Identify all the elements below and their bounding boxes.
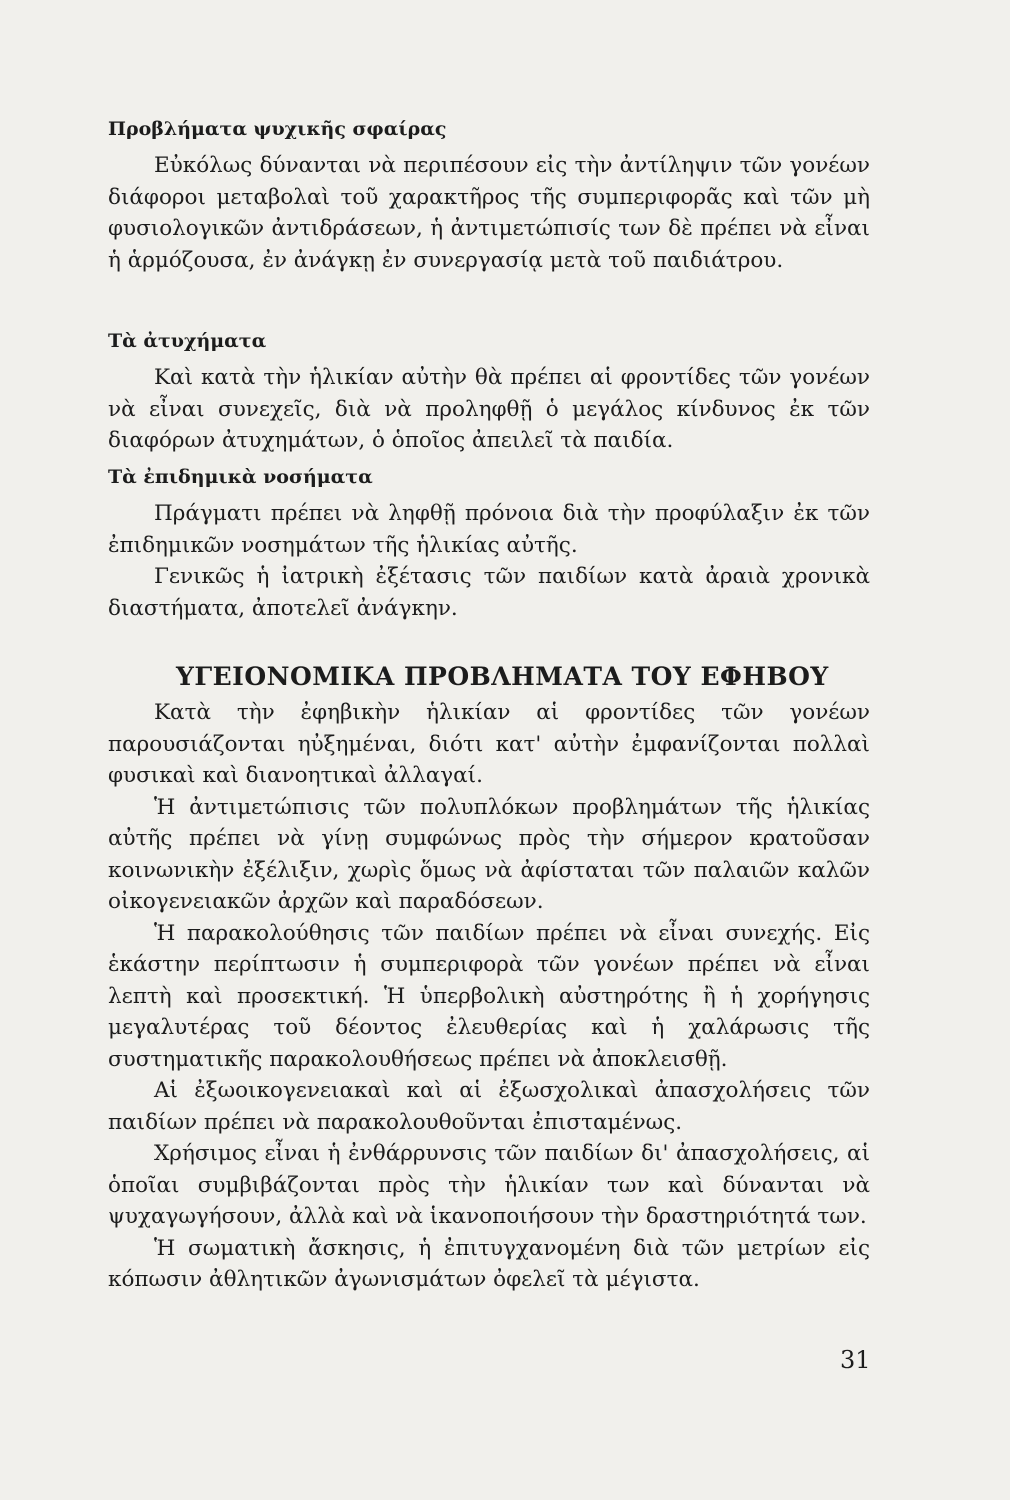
- paragraph: Εὐκόλως δύνανται νὰ περιπέσουν εἰς τὴν ἀντίληψιν τῶν γονέων διάφοροι μεταβολαὶ τοῦ χαρακτῆρος τῆς συμπεριφορᾶς καὶ τῶν μὴ φυσιολογικῶν ἀντιδράσεων, ἡ ἀντιμετώπισίς των δὲ πρέπει νὰ εἶναι ἡ ἁρμόζουσα, ἐν ἀνάγκῃ ἐν συνεργασίᾳ μετὰ τοῦ παιδιάτρου.: [108, 153, 870, 273]
- paragraph: Ἡ σωματικὴ ἄσκησις, ἡ ἐπιτυγχανομένη διὰ τῶν μετρίων εἰς κόπωσιν ἀθλητικῶν ἀγωνισμάτων ὀφελεῖ τὰ μέγιστα.: [108, 1235, 870, 1292]
- page-number: 31: [840, 1346, 871, 1374]
- paragraph: Χρήσιμος εἶναι ἡ ἐνθάρρυνσις τῶν παιδίων δι' ἀπασχολήσεις, αἱ ὁποῖαι συμβιβάζονται πρὸς τὴν ἡλικίαν των καὶ δύνανται νὰ ψυχαγωγήσουν, ἀλλὰ καὶ νὰ ἱκανοποιήσουν τὴν δραστηριότητά των.: [108, 1141, 870, 1229]
- section-heading: Τὰ ἐπιδημικὰ νοσήματα: [108, 466, 373, 488]
- paragraph: Καὶ κατὰ τὴν ἡλικίαν αὐτὴν θὰ πρέπει αἱ φροντίδες τῶν γονέων νὰ εἶναι συνεχεῖς, διὰ νὰ προληφθῇ ὁ μεγάλος κίνδυνος ἐκ τῶν διαφόρων ἀτυχημάτων, ὁ ὁποῖος ἀπειλεῖ τὰ παιδία.: [108, 365, 870, 453]
- main-body: [108, 697, 870, 1296]
- chapter-title: ΥΓΕΙΟΝΟΜΙΚΑ ΠΡΟΒΛΗΜΑΤΑ ΤΟΥ ΕΦΗΒΟΥ: [176, 662, 829, 691]
- section-epidemic: [108, 468, 870, 624]
- paragraph: Κατὰ τὴν ἐφηβικὴν ἡλικίαν αἱ φροντίδες τῶν γονέων παρουσιάζονται ηὐξημέναι, διότι κατ' αὐτὴν ἐμφανίζονται πολλαὶ φυσικαὶ καὶ διανοητικαὶ ἀλλαγαί.: [108, 700, 870, 788]
- section-accidents: [108, 332, 870, 457]
- paragraph: Πράγματι πρέπει νὰ ληφθῇ πρόνοια διὰ τὴν προφύλαξιν ἐκ τῶν ἐπιδημικῶν νοσημάτων τῆς ἡλικίας αὐτῆς.: [108, 501, 870, 558]
- section-psychic: [108, 120, 870, 276]
- paragraph: Ἡ παρακολούθησις τῶν παιδίων πρέπει νὰ εἶναι συνεχής. Εἰς ἑκάστην περίπτωσιν ἡ συμπεριφορὰ τῶν γονέων πρέπει νὰ εἶναι λεπτὴ καὶ προσεκτική. Ἡ ὑπερβολικὴ αὐστηρότης ἢ ἡ χορήγησις μεγαλυτέρας τοῦ δέοντος ἐλευθερίας καὶ ἡ χαλάρωσις τῆς συστηματικῆς παρακολουθήσεως πρέπει νὰ ἀποκλεισθῇ.: [108, 920, 870, 1072]
- paragraph: Αἱ ἐξωοικογενειακαὶ καὶ αἱ ἐξωσχολικαὶ ἀπασχολήσεις τῶν παιδίων πρέπει νὰ παρακολουθοῦνται ἐπισταμένως.: [108, 1078, 870, 1135]
- section-heading: Προβλήματα ψυχικῆς σφαίρας: [108, 118, 447, 140]
- section-heading: Τὰ ἀτυχήματα: [108, 330, 267, 352]
- paragraph: Γενικῶς ἡ ἰατρικὴ ἐξέτασις τῶν παιδίων κατὰ ἀραιὰ χρονικὰ διαστήματα, ἀποτελεῖ ἀνάγκην.: [108, 564, 870, 621]
- paragraph: Ἡ ἀντιμετώπισις τῶν πολυπλόκων προβλημάτων τῆς ἡλικίας αὐτῆς πρέπει νὰ γίνῃ συμφώνως πρὸς τὴν σήμερον κρατοῦσαν κοινωνικὴν ἐξέλιξιν, χωρὶς ὅμως νὰ ἀφίσταται τῶν παλαιῶν καλῶν οἰκογενειακῶν ἀρχῶν καὶ παραδόσεων.: [108, 794, 870, 914]
